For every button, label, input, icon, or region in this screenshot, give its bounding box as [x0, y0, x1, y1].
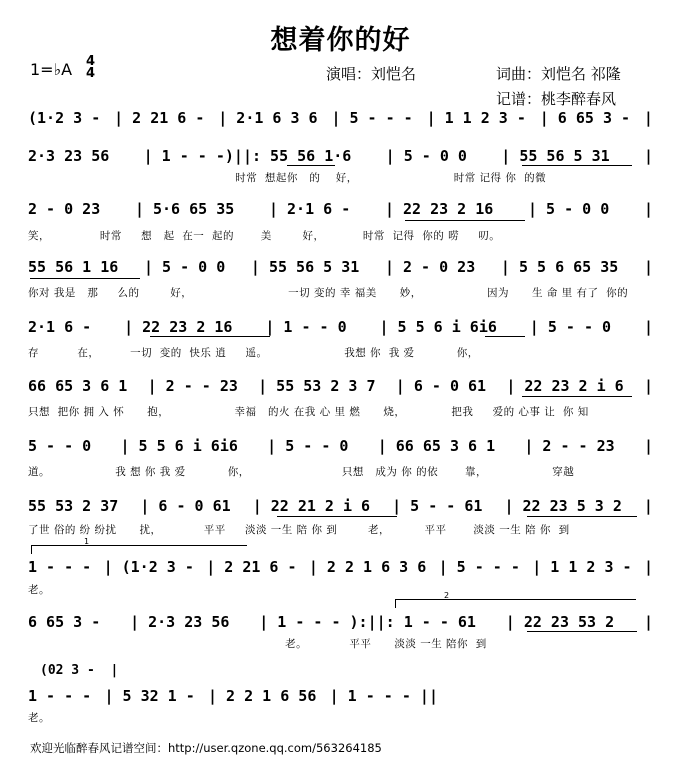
score-segment: |: [643, 258, 653, 276]
score-segment: |: [643, 109, 653, 127]
score-segment: (1·2 3 -: [28, 109, 101, 127]
lyric-row: 老。: [28, 712, 50, 724]
underline-mark: [522, 396, 632, 397]
score-segment: 5 - - 0: [28, 437, 92, 455]
underline-mark: [277, 516, 397, 517]
underline-mark: [527, 516, 637, 517]
score-segment: 55 56 1 16: [28, 258, 119, 276]
score-row: [28, 436, 653, 456]
score-segment: | 22 23 2 16: [124, 318, 233, 336]
score-segment: | 22 23 5 3 2: [504, 497, 622, 515]
score-segment: |: [643, 613, 653, 631]
transcriber-credit: 记谱：桃李醉春风: [496, 90, 617, 108]
score-segment: | 2·3 23 56: [130, 613, 230, 631]
score-segment: |: [643, 377, 653, 395]
score-segment: | 55 53 2 3 7: [258, 377, 376, 395]
lyric-row: 存 在， 一切 变的 快乐 逍 遥。 我想 你 我 爱 你，: [28, 347, 479, 359]
score-row: [28, 557, 653, 577]
score-segment: |: [643, 497, 653, 515]
lyric-row: 了世 俗的 纷 纷扰 扰， 平平 淡淡 一生 陪 你 到 老， 平平 淡淡 一生 陪 你 到: [28, 524, 570, 536]
score-segment: | 5 - 0 0: [528, 200, 610, 218]
score-row: [28, 108, 653, 128]
volta-label: 1: [84, 537, 90, 546]
underline-mark: [527, 631, 637, 632]
score-segment: | 1 - - - ||: [329, 687, 438, 705]
score-segment: | 5 - 0 0: [143, 258, 226, 276]
score-row: [28, 376, 653, 396]
score-row-small: (02 3 - |: [40, 662, 119, 678]
score-segment: | 2 - - 23: [147, 377, 238, 395]
time-signature: [86, 56, 95, 80]
score-segment: |: [643, 318, 653, 336]
score-row: [28, 257, 653, 277]
score-segment: | 6 65 3 -: [539, 109, 631, 127]
score-segment: | 2 - 0 23: [384, 258, 476, 276]
lyric-row: 只想 把你 拥 入 怀 抱， 幸福 的火 在我 心 里 燃 烧， 把我 爱的 心事 让 你 知: [28, 406, 589, 418]
lyric-row: 老。: [28, 584, 50, 596]
score-segment: | 22 21 2 i 6: [252, 497, 371, 515]
score-segment: 6 65 3 -: [28, 613, 101, 631]
underline-mark: [485, 336, 525, 337]
underline-mark: [287, 165, 335, 166]
score-segment: | (1·2 3 -: [103, 558, 194, 576]
volta-label: 2: [444, 591, 450, 600]
volta-bracket: [395, 591, 636, 608]
score-segment: 2·1 6 -: [28, 318, 92, 336]
lyric-row: 时常 想起你 的 好， 时常 记得 你 的微: [28, 172, 547, 184]
score-segment: | 5 - - -: [331, 109, 413, 127]
score-segment: 1 - - -: [28, 558, 92, 576]
lyric-row: 你对 我是 那 么的 好， 一切 变的 幸 福美 妙， 因为 生 命 里 有了 你的: [28, 287, 629, 299]
lyric-row: 道。 我 想 你 我 爱 你， 只想 成为 你 的依 靠， 穿越: [28, 466, 575, 478]
score-segment: 1 - - -: [28, 687, 92, 705]
score-segment: | 2 2 1 6 56: [208, 687, 317, 705]
footer-text: 欢迎光临醉春风记谱空间：http://user.qzone.qq.com/563264185: [30, 741, 382, 755]
score-segment: |: [643, 200, 653, 218]
score-row: [28, 686, 438, 706]
score-segment: | 2 - - 23: [524, 437, 615, 455]
score-row: [28, 496, 653, 516]
score-segment: | 2 21 6 -: [114, 109, 205, 127]
score-segment: | 6 - 0 61: [395, 377, 487, 395]
time-numerator: 4: [86, 54, 96, 69]
score-segment: | 5 - - 0: [267, 437, 349, 455]
score-segment: | 55 56 5 31: [501, 147, 610, 165]
score-segment: 66 65 3 6 1: [28, 377, 128, 395]
underline-mark: [405, 220, 525, 221]
underline-mark: [522, 165, 632, 166]
score-segment: | 22 23 53 2: [505, 613, 615, 631]
singer-credit: 演唱：刘恺名: [326, 65, 417, 83]
lyric-row: 老。 平平 淡淡 一生 陪你 到: [28, 638, 487, 650]
key-signature: 1=♭A: [30, 60, 73, 79]
score-segment: | 6 - 0 61: [140, 497, 231, 515]
score-segment: | 5 5 6 i 6i6: [120, 437, 238, 455]
score-segment: 2 - 0 23: [28, 200, 101, 218]
score-segment: | 66 65 3 6 1: [377, 437, 496, 455]
score-segment: | 1 - - - ):||: 1 - - 61: [259, 613, 476, 631]
score-segment: 2·3 23 56: [28, 147, 110, 165]
score-segment: | 1 - - -)||: 55 56 1·6: [143, 147, 352, 165]
score-segment: | 5 - - -: [438, 558, 520, 576]
score-segment: | 22 23 2 16: [384, 200, 494, 218]
score-row: [28, 612, 653, 632]
score-segment: | 5 5 6 i 6i6: [379, 318, 497, 336]
score-segment: | 55 56 5 31: [250, 258, 360, 276]
score-segment: | 1 1 2 3 -: [532, 558, 632, 576]
composer-credit: 词曲：刘恺名 祁隆: [496, 65, 621, 83]
score-segment: 55 53 2 37: [28, 497, 119, 515]
score-segment: | 2 21 6 -: [206, 558, 297, 576]
score-segment: | 5 - - 0: [529, 318, 612, 336]
score-row: [28, 317, 653, 337]
score-segment: | 2·1 6 -: [268, 200, 351, 218]
score-segment: |: [643, 558, 653, 576]
lyric-row: 笑， 时常 想 起 在一 起的 美 好， 时常 记得 你的 唠 叨。: [28, 230, 501, 242]
score-segment: | 1 1 2 3 -: [426, 109, 526, 127]
underline-mark: [30, 278, 140, 279]
score-segment: | 22 23 2 i 6: [506, 377, 624, 395]
score-segment: | 5 - 0 0: [385, 147, 467, 165]
score-segment: | 2·1 6 3 6: [218, 109, 318, 127]
score-segment: | 5 32 1 -: [104, 687, 195, 705]
score-segment: | 5·6 65 35: [134, 200, 235, 218]
volta-bracket: [31, 537, 247, 554]
score-segment: | 5 5 6 65 35: [500, 258, 619, 276]
score-segment: | 5 - - 61: [392, 497, 483, 515]
score-segment: | 2 2 1 6 3 6: [308, 558, 427, 576]
underline-mark: [150, 336, 270, 337]
score-segment: | 1 - - 0: [265, 318, 347, 336]
score-row: [28, 146, 653, 166]
score-segment: |: [643, 147, 653, 165]
score-segment: |: [643, 437, 653, 455]
page-title: 想着你的好: [270, 25, 411, 56]
time-denominator: 4: [86, 66, 96, 81]
score-row: [28, 199, 653, 219]
